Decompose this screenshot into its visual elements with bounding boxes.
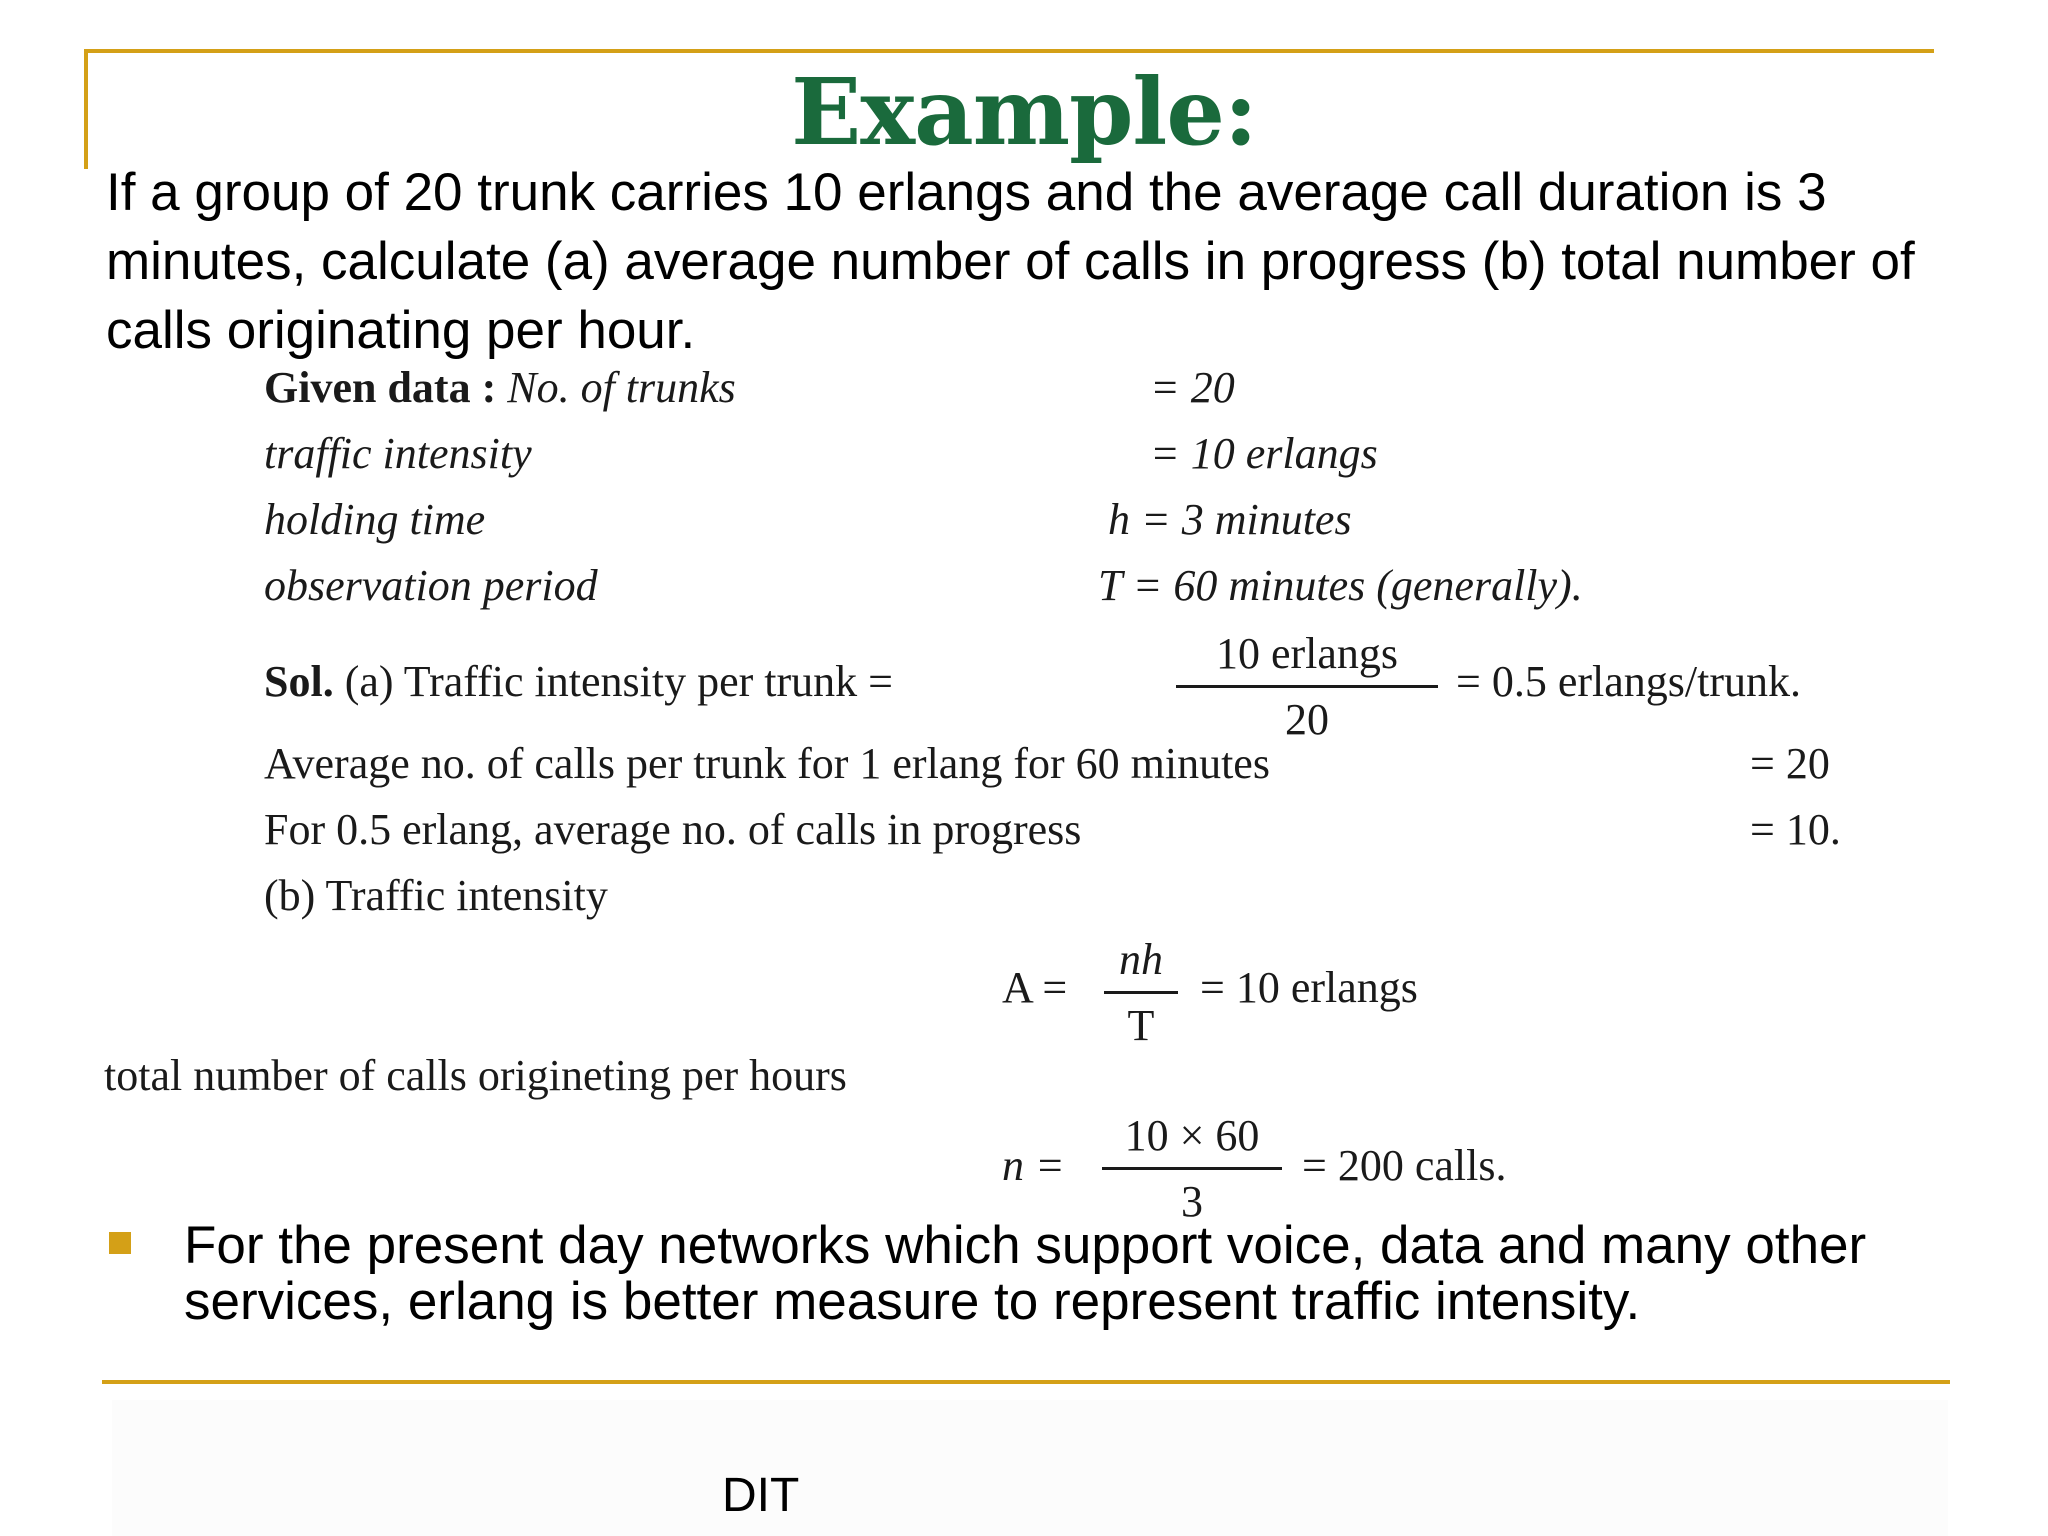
part-a-numerator: 10 erlangs <box>1215 629 1399 678</box>
part-b-text: (b) Traffic intensity <box>264 871 608 920</box>
bullet-square-icon <box>109 1232 131 1254</box>
slide-title: Example: <box>791 58 1257 166</box>
avg-calls-value: = 20 <box>1750 739 1830 788</box>
n-fraction <box>1102 1110 1282 1227</box>
fraction-bar <box>1104 991 1178 994</box>
given-value-traffic: = 10 erlangs <box>1150 429 1378 478</box>
part-a-text: (a) Traffic intensity per trunk = <box>344 657 893 706</box>
half-erlang-value: = 10. <box>1750 805 1841 854</box>
part-a-denominator: 20 <box>1285 695 1329 744</box>
total-calls-text: total number of calls origineting per hours <box>104 1051 847 1100</box>
A-result: = 10 erlangs <box>1200 963 1418 1012</box>
n-denominator: 3 <box>1181 1177 1203 1226</box>
half-erlang-text: For 0.5 erlang, average no. of calls in progress <box>264 805 1082 854</box>
footer-label: DIT <box>722 1469 800 1522</box>
given-label-observation: observation period <box>264 561 598 610</box>
given-value-observation: T = 60 minutes (generally). <box>1098 561 1583 610</box>
n-lhs: n = <box>1002 1141 1065 1190</box>
fraction-bar <box>1102 1167 1282 1170</box>
A-fraction <box>1104 934 1178 1051</box>
given-label-traffic: traffic intensity <box>264 429 532 478</box>
A-lhs: A = <box>1002 963 1068 1012</box>
avg-calls-text: Average no. of calls per trunk for 1 erlang for 60 minutes <box>264 739 1270 788</box>
bottom-rule <box>102 1380 1950 1384</box>
problem-statement: If a group of 20 trunk carries 10 erlangs and the average call duration is 3 minutes, calculate (a) average number of calls in progress (b) total number of calls originating per hour. <box>106 163 1915 360</box>
top-rule <box>84 49 1934 53</box>
solution-part-a <box>264 656 893 707</box>
part-a-result: = 0.5 erlangs/trunk. <box>1456 657 1801 706</box>
given-value-holding: h = 3 minutes <box>1108 495 1352 544</box>
given-label-trunks: Given data : No. of trunks <box>264 363 736 412</box>
n-result: = 200 calls. <box>1302 1141 1507 1190</box>
A-numerator: nh <box>1119 935 1163 984</box>
given-value-trunks: = 20 <box>1150 363 1235 412</box>
n-numerator: 10 × 60 <box>1124 1111 1260 1160</box>
A-denominator: T <box>1127 1001 1155 1050</box>
footer-band <box>112 1400 1948 1536</box>
bullet-text: For the present day networks which support voice, data and many other services, erlang is better measure to represent traffic intensity. <box>184 1216 1867 1331</box>
fraction-bar <box>1176 685 1438 688</box>
part-a-fraction <box>1176 628 1438 745</box>
given-label-holding: holding time <box>264 495 486 544</box>
sol-label: Sol. <box>264 657 334 706</box>
